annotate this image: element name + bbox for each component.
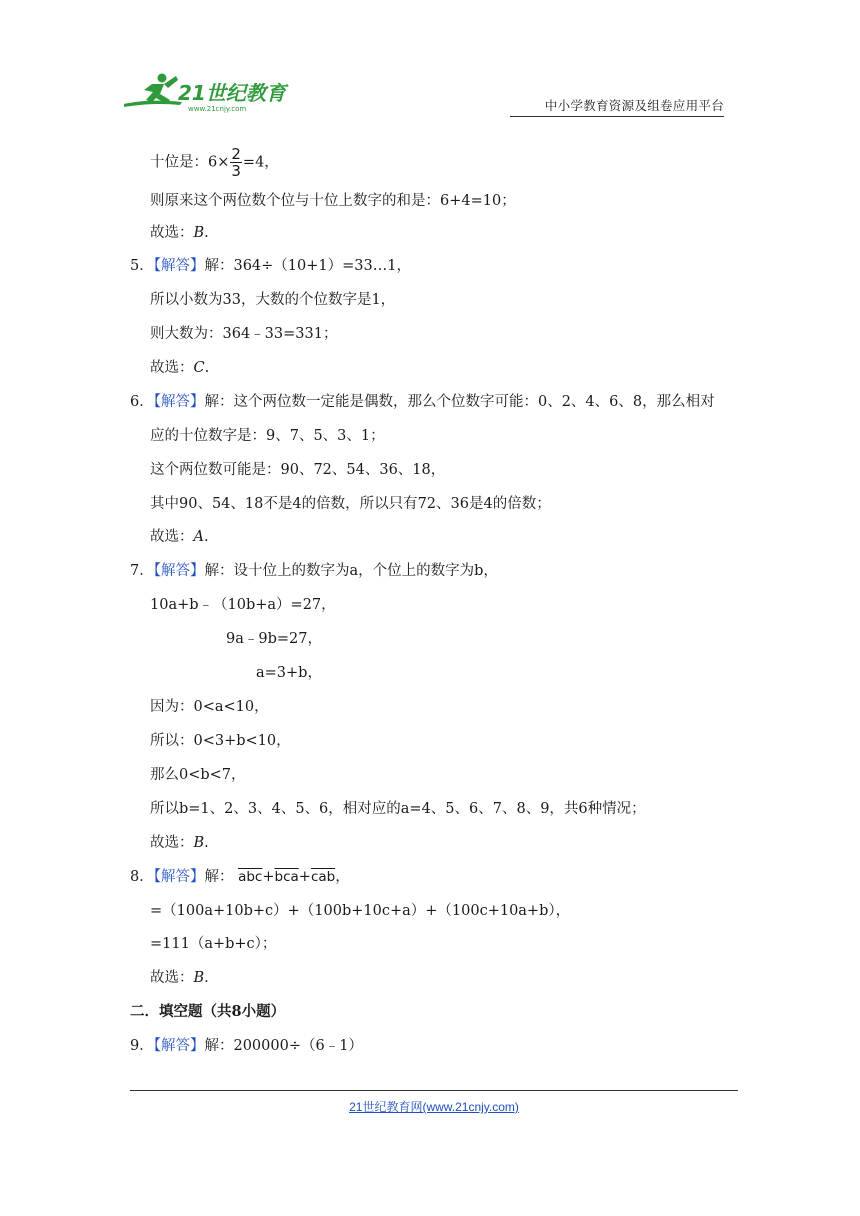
header-divider	[510, 116, 724, 117]
q7-line-6: 所以：0<3+b<10，	[150, 733, 291, 749]
fraction-two-thirds: $\frac{2}{3}$	[231, 145, 241, 180]
overline-abc: $\overline{abc}$	[238, 869, 263, 885]
q7-line-3: 9a﹣9b=27，	[226, 631, 322, 647]
footer-divider	[130, 1090, 738, 1091]
q7-line-2: 10a+b﹣（10b+a）=27，	[150, 597, 336, 613]
q7-line-7: 那么0<b<7，	[150, 767, 246, 783]
q6-line-2: 应的十位数字是：9、7、5、3、1；	[150, 428, 385, 444]
overline-bca: $\overline{bca}$	[274, 869, 299, 885]
q7-line-5: 因为：0<a<10，	[150, 699, 269, 715]
q5-line-4: 故选：C.	[150, 360, 210, 376]
answer-tag: 【解答】	[153, 563, 205, 579]
overline-cab: $\overline{cab}$	[310, 869, 336, 885]
runner-icon	[124, 74, 182, 108]
q6-line-5: 故选：A.	[150, 529, 209, 545]
q6-line-1: 6．【解答】解：这个两位数一定能是偶数，那么个位数字可能：0、2、4、6、8，那么相对	[130, 394, 715, 410]
q9-line-1: 9．【解答】解：200000÷（6﹣1）	[130, 1038, 363, 1054]
q8-line-1: 8．【解答】解： $\overline{abc}+\overline{bca}+\overline{cab}$，	[130, 869, 350, 885]
q8-line-3: =111（a+b+c）；	[150, 936, 277, 952]
q4-line-2: 则原来这个两位数个位与十位上数字的和是：6+4=10；	[150, 193, 516, 209]
q8-line-4: 故选：B.	[150, 970, 209, 986]
answer-tag: 【解答】	[153, 394, 205, 410]
q8-line-2: =（100a+10b+c）+（100b+10c+a）+（100c+10a+b），	[150, 903, 571, 919]
answer-tag: 【解答】	[153, 1038, 205, 1054]
logo-url: www.21cnjy.com	[188, 105, 247, 113]
answer-tag: 【解答】	[153, 869, 205, 885]
q7-line-1: 7．【解答】解：设十位上的数字为a，个位上的数字为b，	[130, 563, 498, 579]
q5-line-3: 则大数为：364﹣33=331；	[150, 326, 338, 342]
logo-21cnjy	[122, 70, 292, 114]
q7-line-8: 所以b=1、2、3、4、5、6，相对应的a=4、5、6、7、8、9，共6种情况；	[150, 801, 646, 817]
q5-line-2: 所以小数为33，大数的个位数字是1，	[150, 292, 396, 308]
q4-line-3: 故选：B.	[150, 225, 209, 241]
q6-line-4: 其中90、54、18不是4的倍数，所以只有72、36是4的倍数；	[150, 496, 551, 512]
q7-line-9: 故选：B.	[150, 835, 209, 851]
q5-line-1: 5．【解答】解：364÷（10+1）=33…1，	[130, 258, 411, 274]
q7-line-4: a=3+b，	[256, 665, 322, 681]
answer-tag: 【解答】	[153, 258, 205, 274]
platform-title: 中小学教育资源及组卷应用平台	[544, 98, 724, 113]
footer-link[interactable]: 21世纪教育网(www.21cnjy.com)	[349, 1100, 519, 1114]
q6-line-3: 这个两位数可能是：90、72、54、36、18，	[150, 462, 446, 478]
q4-line-1: 十位是：6× $\frac{2}{3}$ =4，	[150, 145, 279, 180]
section-title: 二．填空题（共8小题）	[130, 1003, 286, 1020]
logo-text: 21世纪教育	[178, 81, 286, 105]
